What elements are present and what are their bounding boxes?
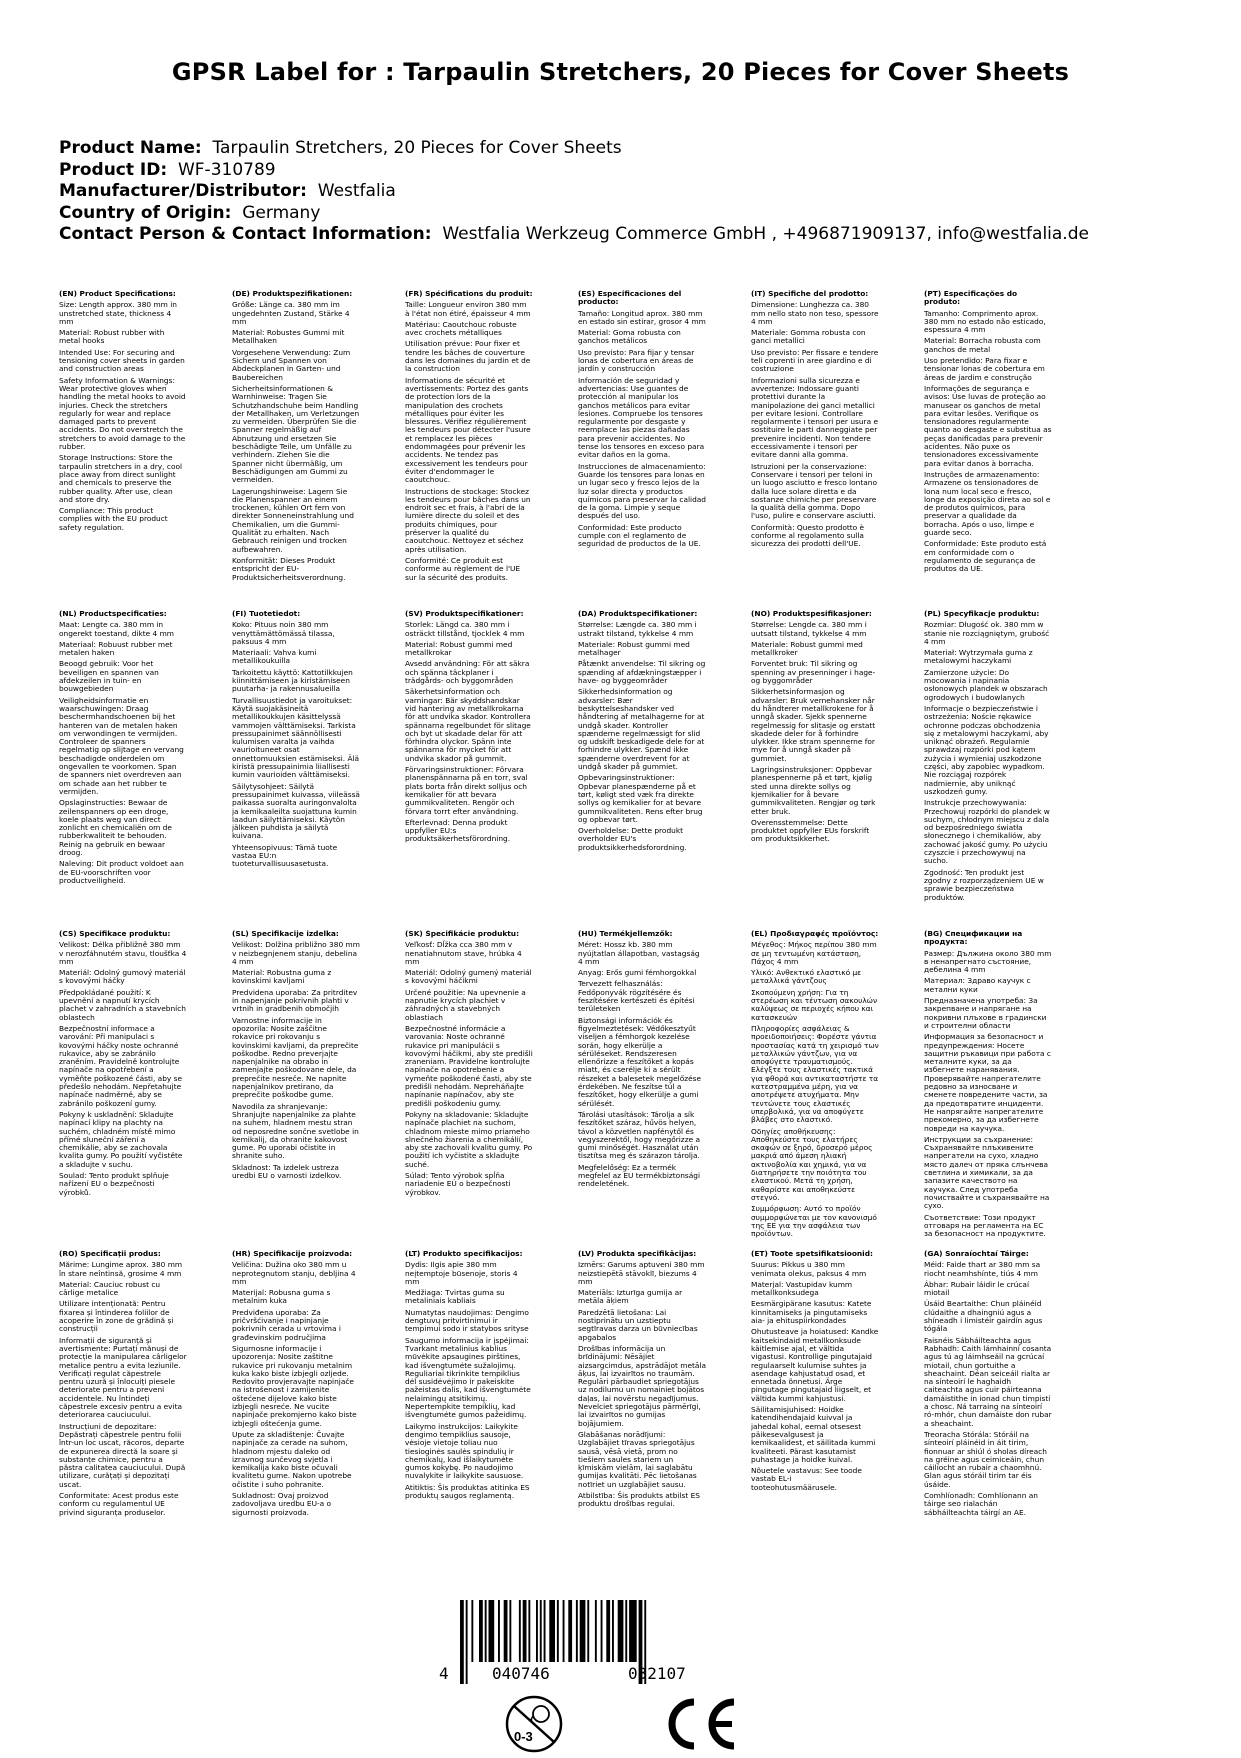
spec-paragraph: Förvaringsinstruktioner: Förvara planenspännarna på en torr, sval plats borta från direkt solljus och kemikalier för att bevara gummikvaliteten. Rengör och förvara torrt efter användning. [405, 765, 528, 816]
age-restriction-icon [498, 1694, 570, 1756]
spec-paragraph: Utilisation prévue: Pour fixer et tendre les bâches de couverture dans les domaines du jardin et de la construction [405, 339, 531, 374]
language-heading: (PT) Especificações do produto: [924, 290, 1018, 307]
spec-paragraph: Предназначена употреба: За закрепване и напрягане на покривни плъхове в градински и строителни области [924, 996, 1047, 1030]
spec-paragraph: Material: Cauciuc robust cu cârlige metalice [59, 1279, 161, 1298]
barcode-bar [479, 1600, 483, 1662]
language-block [232, 1250, 360, 1568]
language-heading: (SK) Špecifikácie produktu: [405, 930, 520, 938]
spec-paragraph: Konformität: Dieses Produkt entspricht der EU-Produktsicherheitsverordnung. [232, 555, 346, 582]
language-heading: (FR) Spécifications du produit: [405, 290, 533, 298]
manufacturer-row [59, 181, 1089, 203]
spec-paragraph: Conformidad: Este producto cumple con el reglamento de seguridad de productos de la UE. [578, 522, 701, 549]
spec-paragraph: Materiale: Robust gummi med metallkroker [751, 639, 863, 658]
language-heading: (BG) Спецификации на продукта: [924, 930, 1023, 947]
language-heading: (GA) Sonraíochtaí Táirge: [924, 1250, 1029, 1258]
spec-paragraph: Materiaali: Vahva kumi metallikoukuilla [232, 648, 317, 666]
spec-paragraph: Informações de segurança e avisos: Use luvas de proteção ao manusear os ganchos de metal para evitar lesões. Verifique os tensionadores regularmente quanto ao desgaste e substitua as peças danificadas para prevenir acidentes. Não puxe os tensionadores excessivamente para evitar danos à borracha. [924, 383, 1052, 468]
barcode-bar [549, 1600, 555, 1662]
spec-paragraph: Υλικό: Ανθεκτικό ελαστικό με μεταλλικά γάντζους [751, 968, 862, 986]
spec-paragraph: Lagringsinstruksjoner: Oppbevar planespennerne på et tørt, kjølig sted unna direkte sollys og kjemikalier for å bevare gummikvaliteten. Rengjør og tørk etter bruk. [751, 765, 876, 816]
language-heading: (DA) Produktspecifikationer: [578, 610, 698, 618]
spec-paragraph: Συμμόρφωση: Αυτό το προϊόν συμμορφώνεται με τον κανονισμό της ΕΕ για την ασφάλεια των προϊόντων. [751, 1204, 877, 1239]
language-heading: (ET) Toote spetsifikatsioonid: [751, 1250, 873, 1258]
spec-paragraph: Atbilstība: Šis produkts atbilst ES produktu drošības regulai. [578, 1491, 700, 1509]
language-block [59, 1250, 187, 1568]
barcode-bar [504, 1600, 508, 1662]
spec-paragraph: Compliance: This product complies with the EU product safety regulation. [59, 506, 168, 532]
language-block [59, 930, 187, 1248]
spec-paragraph: Material: Goma robusta con ganchos metálicos [578, 328, 681, 346]
spec-paragraph: Comhlíonadh: Comhlíonann an táirge seo rialachán sábháilteachta táirgí an AE. [924, 1491, 1038, 1517]
spec-paragraph: Opslaginstructies: Bewaar de zeilenspanners op een droge, koele plaats weg van direct zonlicht en chemicaliën om de rubberkwaliteit te behouden. Reinig na gebruik en bewaar droog. [59, 798, 172, 858]
spec-paragraph: Instrucțiuni de depozitare: Depăstrați căpestrele pentru folii într-un loc uscat, răcoros, departe de expunerea directă la soare și substanțe chimice, pentru a păstra calitatea cauciucului. După utilizare, curățați și depozitați uscat. [59, 1421, 186, 1489]
spec-paragraph: Koko: Pituus noin 380 mm venyttämättömässä tilassa, paksuus 4 mm [232, 620, 335, 646]
barcode-bar [606, 1600, 610, 1662]
product-name-label: Product Name: [59, 138, 202, 158]
language-heading: (HU) Termékjellemzők: [578, 930, 673, 938]
spec-paragraph: Størrelse: Lengde ca. 380 mm i uutsatt tilstand, tykkelse 4 mm [751, 620, 867, 638]
product-id-value: WF-310789 [177, 159, 276, 180]
spec-paragraph: Sigurnosne informacije i upozorenja: Nosite zaštitne rukavice pri rukovanju metalnim kuka kako biste izbjegli ozljede. Redovito provjeravajte napinjače na istrošenost i zamijenite oštećene dijelove kako biste izbjegli nesreće. Ne vucite napinjače prekomjerno kako biste izbjegli oštećenja gume. [232, 1343, 357, 1428]
spec-paragraph: Upute za skladištenje: Čuvajte napinjače za cerade na suhom, hladnom mjestu daleko od izravnog sunčevog svjetla i kemikalija kako biste očuvali kvalitetu gume. Nakon upotrebe očistite i suho pohranite. [232, 1429, 352, 1489]
spec-paragraph: Informations de sécurité et avertissements: Portez des gants de protection lors de la manipulation des crochets métalliques pour éviter les blessures. Vérifiez régulièrement les tendeurs pour détecter l'usure et remplacez les pièces endommagées pour prévenir les accidents. Ne tendez pas excessivement les tendeurs pour éviter d'endommager le caoutchouc. [405, 375, 531, 485]
spec-paragraph: Tamaño: Longitud aprox. 380 mm en estado sin estirar, grosor 4 mm [578, 308, 706, 326]
spec-paragraph: Avsedd användning: För att säkra och spänna täckplaner i trädgårds- och byggområden [405, 659, 530, 686]
spec-paragraph: Zgodność: Ten produkt jest zgodny z rozporządzeniem UE w sprawie bezpieczeństwa produktów. [924, 867, 1044, 902]
spec-paragraph: Sukladnost: Ovaj proizvod zadovoljava uredbu EU-a o sigurnosti proizvoda. [232, 1491, 332, 1517]
country-row [59, 203, 1089, 225]
spec-paragraph: Dimensione: Lunghezza ca. 380 mm nello stato non teso, spessore 4 mm [751, 300, 879, 326]
barcode-bar [523, 1600, 527, 1662]
spec-paragraph: Sikkerhetsinformasjon og advarsler: Bruk vernehansker når du håndterer metallkrokene for å unngå skader. Sjekk spennerne regelmessig for slitasje og erstatt skadede deler for å forhindre ulykker. Ikke stram spennerne for mye for å unngå skader på gummiet. [751, 687, 876, 763]
spec-paragraph: Μέγεθος: Μήκος περίπου 380 mm σε μη τεντωμένη κατάσταση, Πάχος 4 mm [751, 940, 877, 966]
language-block [405, 1250, 533, 1568]
spec-paragraph: Předpokládané použití: K upevnění a napnutí krycích plachet v zahradních a stavebních oblastech [59, 987, 186, 1022]
spec-paragraph: Treoracha Stórála: Stóráil na sínteoirí pláinéid in áit tirim, fionnuar ar shiúl ó sholas díreach na gréine agus ceimiceáin, chun cáilíocht an rubair a chaomhnú. Glan agus stóráil tirim tar éis úsáide. [924, 1429, 1047, 1489]
spec-paragraph: Materjal: Vastupidav kumm metallkonksudega [751, 1279, 853, 1298]
spec-paragraph: Tarkoitettu käyttö: Kattotilkkujen kiinnittämiseen ja kiristämiseen puutarha- ja rakennusalueilla [232, 667, 353, 694]
language-block [59, 290, 187, 608]
language-block [924, 610, 1052, 928]
language-heading: (EL) Προδιαγραφές προϊόντος: [751, 930, 879, 938]
spec-paragraph: Materiał: Wytrzymała guma z metalowymi haczykami [924, 648, 1033, 666]
spec-paragraph: Съответствие: Този продукт отговаря на регламента на ЕС за безопасност на продуктите. [924, 1212, 1046, 1239]
spec-paragraph: Ohutusteave ja hoiatused: Kandke kaitsekindaid metallkonksude käitlemise ajal, et vältida vigastusi. Kontrollige pingutajaid regulaarselt kulumise suhtes ja asendage kahjustatud osad, et ennetada õnnetusi. Ärge pingutage pingutajaid liigselt, et vältida kummi kahjustusi. [751, 1327, 879, 1403]
spec-paragraph: Material: Robustna guma z kovinskimi kavljami [232, 968, 332, 986]
spec-paragraph: Tervezett felhasználás: Fedőponyvák rögzítésére és feszítésére kertészeti és építési területeken [578, 979, 695, 1014]
spec-paragraph: Nõuetele vastavus: See toode vastab EL-i tooteohutusmäärusele. [751, 1466, 862, 1492]
spec-paragraph: Safety Information & Warnings: Wear protective gloves when handling the metal hooks to avoid injuries. Check the stretchers regularly for wear and replace damaged parts to prevent accidents. Do not overstretch the stretchers to avoid damage to the rubber. [59, 375, 186, 452]
language-block [578, 610, 706, 928]
language-block [232, 930, 360, 1248]
spec-paragraph: Instructions de stockage: Stockez les tendeurs pour bâches dans un endroit sec et frais, à l'abri de la lumière directe du soleil et des produits chimiques, pour préserver la qualité du caoutchouc. Nettoyez et séchez après utilisation. [405, 486, 531, 554]
spec-paragraph: Materiál: Odolný gumový materiál s kovovými háčky [59, 968, 186, 986]
spec-paragraph: Conformitate: Acest produs este conform cu regulamentul UE privind siguranța produselor. [59, 1491, 179, 1517]
spec-paragraph: Conformità: Questo prodotto è conforme al regolamento sulla sicurezza dei prodotti dell'UE. [751, 522, 865, 549]
spec-paragraph: Materiál: Odolný gumený materiál s kovovými háčikmi [405, 968, 532, 986]
language-heading: (LV) Produkta specifikācijas: [578, 1250, 697, 1258]
barcode-right-group: 032107 [628, 1664, 686, 1683]
spec-paragraph: Tárolási utasítások: Tárolja a sík feszítőket száraz, hűvös helyen, távol a közvetlen napfénytől és vegyszerektől, hogy megőrizze a gumi minőségét. Használat után tisztítsa meg és szárazon tárolja. [578, 1109, 700, 1161]
product-id-row [59, 160, 1089, 182]
spec-paragraph: Instrucciones de almacenamiento: Guarde los tensores para lonas en un lugar seco y fresco lejos de la luz solar directa y productos químicos para preservar la calidad de la goma. Limpie y seque después del uso. [578, 461, 706, 521]
spec-paragraph: Soulad: Tento produkt splňuje nařízení EU o bezpečnosti výrobků. [59, 1171, 169, 1197]
spec-paragraph: Méid: Faide thart ar 380 mm sa riocht neamhshínte, tiús 4 mm [924, 1260, 1041, 1278]
spec-paragraph: Σκοπούμενη χρήση: Για τη στερέωση και τέντωση σακουλών καλύψεως σε περιοχές κήπου και κατασκευών [751, 987, 878, 1022]
language-block [405, 610, 533, 928]
spec-paragraph: Rozmiar: Długość ok. 380 mm w stanie nie rozciągniętym, grubość 4 mm [924, 620, 1050, 646]
spec-paragraph: Bezpečnostné informácie a varovania: Noste ochranné rukavice pri manipulácii s kovovými háčikmi, aby ste predišli zraneniam. Pravidelne kontrolujte napínače na opotrebenie a vymeňte poškodené časti, aby ste predišli nehodám. Nepreháňajte napínanie napínačov, aby ste predišli poškodeniu gumy. [405, 1023, 533, 1108]
spec-paragraph: Turvallisuustiedot ja varoitukset: Käytä suojakäsineitä metallikoukkujen käsittelyssä vammojen välttämiseksi. Tarkista pressupainimet säännöllisesti kulumisen varalta ja vaihda vaurioituneet osat onnettomuuksien estämiseksi. Älä kiristä pressupainimia liiallisesti kumin vaurioiden välttämiseksi. [232, 695, 360, 780]
spec-paragraph: Naleving: Dit product voldoet aan de EU-voorschriften voor productveiligheid. [59, 859, 184, 885]
ce-mark-icon [660, 1694, 740, 1754]
spec-paragraph: Intended Use: For securing and tensioning cover sheets in garden and construction areas [59, 347, 185, 374]
barcode-bar [629, 1600, 637, 1662]
spec-paragraph: Súlad: Tento výrobok spĺňa nariadenie EÚ o bezpečnosti výrobkov. [405, 1171, 511, 1197]
spec-paragraph: Faisnéis Sábháilteachta agus Rabhadh: Caith lámhainní cosanta agus tú ag láimhseáil na gcrúcaí miotail, chun gortuithe a sheachaint. Déan seiceáil rialta ar na sínteoirí le haghaidh caiteachta agus cuir páirteanna damáistithe in ionad chun timpistí a chosc. Ná tarraing na sínteoirí ró-mhór, chun damáiste don rubar a sheachaint. [924, 1335, 1052, 1428]
contact-label: Contact Person & Contact Information: [59, 224, 432, 244]
age-warning-text: 0-3 [514, 1729, 533, 1744]
spec-paragraph: Glabāšanas norādījumi: Uzglabājiet tīravas spriegotājus sausā, vēsā vietā, prom no tiešiem saules stariem un ķīmiskām vielām, lai saglabātu gumijas kvalitāti. Pēc lietošanas notīriet un uzglabājiet sausu. [578, 1429, 697, 1489]
spec-paragraph: Materijal: Robusna guma s metalnim kuka [232, 1288, 331, 1306]
language-heading: (SL) Specifikacije izdelka: [232, 930, 339, 938]
spec-paragraph: Atitiktis: Šis produktas atitinka ES produktų saugos reglamentą. [405, 1482, 530, 1501]
language-heading: (CS) Specifikace produktu: [59, 930, 171, 938]
language-heading: (ES) Especificaciones del producto: [578, 290, 682, 307]
spec-paragraph: Mărime: Lungime aprox. 380 mm în stare neîntinsă, grosime 4 mm [59, 1260, 183, 1278]
spec-paragraph: Overensstemmelse: Dette produktet oppfyller EUs forskrift om produktsikkerhet. [751, 817, 870, 844]
barcode-bar [612, 1600, 614, 1662]
barcode-bar [576, 1600, 578, 1662]
language-heading: (RO) Specificații produs: [59, 1250, 161, 1258]
spec-paragraph: Saugumo informacija ir įspėjimai: Tvarkant metalinius kablius mūvėkite apsaugines pirštines, kad išvengtumėte sužalojimų. Reguliariai tikrinkite tempiklius dėl susidėvėjimo ir pakeiskite pažeistas dalis, kad išvengtumėte nelaimingų atsitikimų. Nepertempkite tempiklių, kad išvengtumėte gumos pažeidimų. [405, 1335, 531, 1420]
barcode-bar [466, 1600, 468, 1684]
spec-paragraph: Laikymo instrukcijos: Laikykite dengimo tempiklius sausoje, vėsioje vietoje toliau nuo tiesioginės saulės spindulių ir chemikalų, kad išlaikytumėte gumos kokybę. Po naudojimo nuvalykite ir laikykite sausuose. [405, 1421, 524, 1481]
product-id-label: Product ID: [59, 159, 168, 180]
manufacturer-label: Manufacturer/Distributor: [59, 181, 307, 201]
spec-paragraph: Paredzētā lietošana: Lai nostiprinātu un uzstieptu segtīravas darza un būvniecības apgabalos [578, 1307, 698, 1342]
spec-paragraph: Predviđena uporaba: Za pričvršćivanje i napinjanje pokrivnih cerada u vrtovima i građevinskim područjima [232, 1307, 341, 1342]
spec-paragraph: Varnostne informacije in opozorila: Nosite zaščitne rokavice pri rokovanju s kovinskimi kavljami, da preprečite poškodbe. Redno preverjajte napenjalnike na obrabo in zamenjajte poškodovane dele, da preprečite nesreče. Ne napnite napenjalnikov pretirano, da preprečite poškodbe gume. [232, 1015, 359, 1100]
spec-paragraph: Navodila za shranjevanje: Shranjujte napenjalnike za plahte na suhem, hladnem mestu stran od neposredne sončne svetlobe in kemikalij, da ohranite kakovost gume. Po uporabi očistite in shranite suho. [232, 1101, 359, 1161]
contact-value: Westfalia Werkzeug Commerce GmbH , +496871909137, info@westfalia.de [442, 224, 1089, 244]
spec-paragraph: Bezpečnostní informace a varování: Při manipulaci s kovovými háčky noste ochranné rukavice, aby se zabránilo zraněním. Pravidelně kontrolujte napínače na opotřebení a vyměňte poškozené části, aby se předešlo nehodám. Nepřetahujte napínače nadměrně, aby se zabránilo poškození gumy. [59, 1023, 183, 1108]
spec-paragraph: Størrelse: Længde ca. 380 mm i ustrakt tilstand, tykkelse 4 mm [578, 620, 697, 638]
language-block [578, 930, 706, 1248]
spec-paragraph: Instruções de armazenamento: Armazene os tensionadores de lona num local seco e fresco, longe da exposição direta ao sol e de produtos químicos, para preservar a qualidade da borracha. Após o uso, limpe e guarde seco. [924, 469, 1051, 538]
language-block [751, 930, 879, 1248]
spec-paragraph: Размер: Дължина около 380 mm в ненапрегнато състояние, дебелина 4 mm [924, 948, 1052, 975]
product-info [59, 138, 1089, 246]
barcode-bar [540, 1600, 542, 1662]
spec-paragraph: Medžiaga: Tvirtas guma su metaliniais kabliais [405, 1288, 505, 1306]
spec-paragraph: Informazioni sulla sicurezza e avvertenze: Indossare guanti protettivi durante la manipolazione dei ganci metallici per evitare lesioni. Controllare regolarmente i tensori per usura e sostituire le parti danneggiate per prevenire incidenti. Non tendere eccessivamente i tensori per evitare danni alla gomma. [751, 375, 879, 460]
spec-paragraph: Forventet bruk: Til sikring og spenning av presenninger i hage- og byggområder [751, 659, 876, 686]
spec-paragraph: Größe: Länge ca. 380 mm im ungedehnten Zustand, Stärke 4 mm [232, 300, 350, 326]
page-title: GPSR Label for : Tarpaulin Stretchers, 20 Pieces for Cover Sheets [171, 58, 1070, 86]
spec-paragraph: Material: Robust rubber with metal hooks [59, 328, 165, 346]
spec-paragraph: Velikost: Délka přibližně 380 mm v nerozťáhnutém stavu, tloušťka 4 mm [59, 940, 187, 966]
spec-paragraph: Tamanho: Comprimento aprox. 380 mm no estado não esticado, espessura 4 mm [924, 308, 1046, 335]
spec-paragraph: Storage Instructions: Store the tarpaulin stretchers in a dry, cool place away from direct sunlight and chemicals to preserve the rubber quality. After use, clean and store dry. [59, 453, 183, 504]
spec-paragraph: Informacje o bezpieczeństwie i ostrzeżenia: Noście rękawice ochronne podczas obchodzenia się z metalowymi haczykami, aby uniknąć obrażeń. Regularnie sprawdzaj rozpórki pod kątem zużycia i wymieniaj uszkodzone części, aby zapobiec wypadkom. Nie rozciągaj rozpórek nadmiernie, aby uniknąć uszkodzeń gumy. [924, 703, 1049, 796]
language-heading: (LT) Produkto specifikacijos: [405, 1250, 523, 1258]
barcode-bar [544, 1600, 546, 1662]
spec-paragraph: Informații de siguranță și avertismente: Purtați mănuși de protecție la manipularea cârligelor metalice pentru a evita leziunile. Verificați regulat căpestrele pentru uzură și înlocuiți piesele deteriorate pentru a preveni accidentele. Nu întindeți căpestrele excesiv pentru a evita deteriorarea cauciucului. [59, 1335, 187, 1420]
spec-paragraph: Material: Robust gummi med metallkrokar [405, 639, 513, 658]
spec-paragraph: Οδηγίες αποθήκευσης: Αποθηκεύστε τους ελατήρες σκαφών σε ξηρό, δροσερό μέρος μακριά από άμεση ηλιακή ακτινοβολία και χημικά, για να διατηρήσετε την ποιότητα του ελαστικού. Μετά τη χρήση, καθαρίστε και αποθηκεύστε στεγνό. [751, 1126, 873, 1202]
spec-paragraph: Veľkosť: Dĺžka cca 380 mm v nenatiahnutom stave, hrúbka 4 mm [405, 940, 522, 966]
barcode-bar [471, 1600, 473, 1662]
spec-paragraph: Materiale: Robust gummi med metalhager [578, 639, 690, 658]
spec-paragraph: Material: Borracha robusta com ganchos de metal [924, 336, 1041, 354]
spec-paragraph: Yhteensopivuus: Tämä tuote vastaa EU:n tuoteturvallisuusasetusta. [232, 842, 338, 869]
spec-paragraph: Anyag: Erős gumi fémhorgokkal [578, 968, 697, 978]
barcode-bar [460, 1600, 464, 1684]
spec-paragraph: Istruzioni per la conservazione: Conservare i tensori per teloni in un luogo asciutto e fresco lontano dalla luce solare diretta e da sostanze chimiche per preservare la qualità della gomma. Dopo l'uso, pulire e conservare asciutti. [751, 461, 877, 521]
language-block [405, 290, 533, 608]
language-heading: (NO) Produktspesifikasjoner: [751, 610, 872, 618]
language-heading: (NL) Productspecificaties: [59, 610, 167, 618]
spec-paragraph: Säkerhetsinformation och varningar: Bär skyddshandskar vid hantering av metallkrokarna för att undvika skador. Kontrollera spännarna regelbundet för slitage och byt ut skadade delar för att förhindra olyckor. Spänn inte spännarna för mycket för att undvika skador på gummit. [405, 687, 531, 763]
spec-paragraph: Pokyny na skladovanie: Skladujte napínače plachiet na suchom, chladnom mieste mimo priameho slnečného žiarenia a chemikálií, aby ste zachovali kvalitu gumy. Po použití ich vyčistite a skladujte suché. [405, 1109, 533, 1169]
spec-paragraph: Maat: Lengte ca. 380 mm in ongerekt toestand, dikte 4 mm [59, 620, 174, 638]
spec-paragraph: Materiale: Gomma robusta con ganci metallici [751, 328, 866, 346]
spec-paragraph: Veličina: Dužina oko 380 mm u neprotegnutom stanju, debljina 4 mm [232, 1260, 356, 1286]
language-heading: (HR) Specifikacije proizvoda: [232, 1250, 353, 1258]
spec-paragraph: Sikkerhedsinformation og advarsler: Bær beskyttelseshandsker ved håndtering af metalhagerne for at undgå skader. Kontroller spænderne regelmæssigt for slid og udskift beskadigede dele for at forhindre ulykker. Spænd ikke spænderne overdrevent for at undgå skader på gummiet. [578, 687, 705, 772]
language-block [751, 1250, 879, 1568]
spec-paragraph: Suurus: Pikkus u 380 mm venimata olekus, paksus 4 mm [751, 1260, 867, 1278]
spec-paragraph: Pokyny k uskladnění: Skladujte napínací klipy na plachty na suchém, chladném místě mimo přímé sluneční záření a chemikálie, aby se zachovala kvalita gumy. Po použití vyčistěte a skladujte v suchu. [59, 1109, 183, 1169]
language-block [578, 1250, 706, 1568]
spec-paragraph: Conformité: Ce produit est conforme au règlement de l'UE sur la sécurité des produits. [405, 555, 521, 582]
spec-paragraph: Méret: Hossz kb. 380 mm nyújtatlan állapotban, vastagság 4 mm [578, 940, 700, 966]
spec-paragraph: Uso pretendido: Para fixar e tensionar lonas de cobertura em áreas de jardim e construção [924, 356, 1045, 382]
product-name-row [59, 138, 1089, 160]
spec-paragraph: Vorgesehene Verwendung: Zum Sichern und Spannen von Abdeckplanen in Garten- und Baubereichen [232, 347, 351, 382]
barcode-bar [601, 1600, 603, 1662]
spec-paragraph: Úsáid Beartaithe: Chun pláinéid clúdaithe a dhaingniú agus a shíneadh i limistéir gairdín agus tógála [924, 1299, 1043, 1334]
spec-paragraph: Veiligheidsinformatie en waarschuwingen: Draag beschermhandschoenen bij het hanteren van de metalen haken om verwondingen te vermijden. Controleer de spanners regelmatig op slijtage en vervang beschadigde onderdelen om ongevallen te voorkomen. Span de spanners niet overdreven aan om schade aan het rubber te vermijden. [59, 695, 184, 796]
spec-paragraph: Beoogd gebruik: Voor het beveiligen en spannen van afdekzeilen in tuin- en bouwgebieden [59, 659, 159, 694]
language-heading: (DE) Produktspezifikationen: [232, 290, 353, 298]
barcode-bar [509, 1600, 511, 1662]
barcode-bar [595, 1600, 597, 1662]
barcode-bar [536, 1600, 538, 1662]
spec-paragraph: Opbevaringsinstruktioner: Opbevar planespænderne på et tørt, køligt sted væk fra direkte sollys og kemikalier for at bevare gummikvaliteten. Rens efter brug og opbevar tørt. [578, 773, 703, 824]
contact-row [59, 224, 1089, 246]
language-block [232, 610, 360, 928]
spec-paragraph: Sicherheitsinformationen & Warnhinweise: Tragen Sie Schutzhandschuhe beim Handling der Metallhaken, um Verletzungen zu vermeiden. Überprüfen Sie die Spanner regelmäßig auf Abnutzung und ersetzen Sie beschädigte Teile, um Unfälle zu verhindern. Ziehen Sie die Spanner nicht übermäßig, um Beschädigungen am Gummi zu vermeiden. [232, 383, 360, 485]
language-heading: (SV) Produktspecifikationer: [405, 610, 524, 618]
spec-paragraph: Dydis: Ilgis apie 380 mm neįtemptoje būsenoje, storis 4 mm [405, 1260, 518, 1286]
barcode-bar [519, 1600, 521, 1662]
spec-paragraph: Ábhar: Rubair láidir le crúcaí miotail [924, 1279, 1030, 1298]
ean-barcode [440, 1600, 730, 1686]
spec-paragraph: Velikost: Dolžina približno 380 mm v neizbegnjenem stanju, debelina 4 mm [232, 940, 360, 966]
barcode-bar [528, 1600, 530, 1662]
spec-paragraph: Instrukcje przechowywania: Przechowuj rozpórki do plandek w suchym, chłodnym miejscu z dala od bezpośredniego światła słonecznego i chemikaliów, aby zachować jakość gumy. Po użyciu czyszcie i przechowywuj na sucho. [924, 798, 1050, 866]
language-block [751, 610, 879, 928]
country-value: Germany [242, 202, 321, 223]
manufacturer-value: Westfalia [317, 181, 396, 201]
language-block [59, 610, 187, 928]
spec-paragraph: Predvidena uporaba: Za pritrditev in napenjanje pokrivnih plahti v vrtnih in gradbenih območjih [232, 987, 358, 1014]
language-block [232, 290, 360, 608]
spec-paragraph: Материал: Здраво каучук с метални куки [924, 976, 1031, 994]
spec-paragraph: Size: Length approx. 380 mm in unstretched state, thickness 4 mm [59, 300, 177, 326]
language-block [924, 290, 1052, 608]
spec-paragraph: Информация за безопасност и предупреждения: Носете защитни ръкавици при работа с металните куки, за да избегнете наранявания. Проверявайте напрегателите редовно за износване и сменете повредените части, за да предотвратите инциденти. Не напрягайте напрегателите прекомерно, за да избегнете повреди на каучука. [924, 1032, 1051, 1133]
spec-paragraph: Πληροφορίες ασφάλειας & προειδοποιήσεις: Φορέστε γάντια προστασίας κατά τη χειρισμό των μεταλλικών γάντζων, για να αποφύγετε τραυματισμούς. Ελέγξτε τους ελαστικές τακτικά για φθορά και αντικαταστήστε τα κατεστραμμένα μέρη, για να αποτρέψετε ατυχήματα. Μην τεντώνετε τους ελαστικές υπερβολικά, για να αποφύγετε βλάβες στο ελαστικό. [751, 1023, 879, 1125]
spec-paragraph: Materiaal: Robuust rubber met metalen haken [59, 639, 173, 658]
country-label: Country of Origin: [59, 202, 232, 223]
barcode-bar [563, 1600, 565, 1662]
language-block [751, 290, 879, 608]
spec-paragraph: Utilizare intenționată: Pentru fixarea și întinderea foliilor de acoperire în zone de grădină și construcții [59, 1299, 174, 1334]
spec-paragraph: Eesmärgipärane kasutus: Katete kinnitamiseks ja pingutamiseks aia- ja ehituspiirkondades [751, 1299, 872, 1326]
product-name-value: Tarpaulin Stretchers, 20 Pieces for Cover Sheets [212, 138, 622, 158]
barcode-bar [568, 1600, 572, 1662]
spec-paragraph: Uso previsto: Per fissare e tendere teli coprenti in aree giardino e di costruzione [751, 347, 879, 374]
barcode-bar [557, 1600, 559, 1662]
spec-paragraph: Información de seguridad y advertencias: Use guantes de protección al manipular los ganchos metálicos para evitar lesiones. Compruebe los tensores regularmente por desgaste y reemplace las piezas dañadas para prevenir accidentes. No tense los tensores en exceso para evitar daños en la goma. [578, 375, 705, 460]
spec-paragraph: Materiāls: Izturīga gumija ar metāla āķiem [578, 1288, 683, 1306]
barcode-left-group: 040746 [492, 1664, 550, 1683]
language-heading: (PL) Specyfikacje produktu: [924, 610, 1040, 618]
spec-paragraph: Numatytas naudojimas: Dengimo dengtuvų pritvirtinimui ir tempimui sodo ir statybos srityse [405, 1307, 529, 1334]
spec-paragraph: Megfelelőség: Ez a termék megfelel az EU termékbiztonsági rendeletének. [578, 1162, 701, 1189]
spec-paragraph: Taille: Longueur environ 380 mm à l'état non étiré, épaisseur 4 mm [405, 300, 531, 318]
spec-paragraph: Säilitamisjuhised: Hoidke katendihendajaid kuivval ja jahedal kohal, eemal otsesest päikesevalgusest ja kemikaalidest, et säilitada kummi kvaliteeti. Pärast kasutamist puhastage ja hoidke kuival. [751, 1405, 876, 1464]
barcode-bar [498, 1600, 500, 1662]
spec-paragraph: Påtænkt anvendelse: Til sikring og spænding af afdækningstæpper i have- og byggeområder [578, 659, 706, 686]
language-heading: (FI) Tuotetiedot: [232, 610, 301, 618]
barcode-bar [485, 1600, 487, 1662]
spec-paragraph: Инструкции за съхранение: Съхранявайте плъхивените напрегатели на сухо, хладно място далеч от пряка слънчева светлина и химикали, за да запазите качеството на каучука. След употреба почиствайте и съхранявайте на сухо. [924, 1134, 1050, 1211]
spec-paragraph: Säilytysohjeet: Säilytä pressupainimet kuivassa, viileässä paikassa suoralta auringonvalolta ja kemikaaleilta suojattuna kumin laadun säilyttämiseksi. Käytön jälkeen puhdista ja säilytä kuivana. [232, 781, 360, 841]
barcode-bar [489, 1600, 495, 1662]
spec-paragraph: Conformidade: Este produto está em conformidade com o regulamento de segurança de produtos da UE. [924, 539, 1047, 574]
barcode-bar [587, 1600, 589, 1662]
spec-paragraph: Matériau: Caoutchouc robuste avec crochets métalliques [405, 319, 517, 338]
spec-paragraph: Uso previsto: Para fijar y tensar lonas de cobertura en áreas de jardín y construcción [578, 347, 695, 374]
language-block [924, 1250, 1052, 1568]
spec-paragraph: Biztonsági információk és figyelmeztetések: Védőkesztyűt viseljen a fémhorgok kezelése során, hogy elkerülje a sérüléseket. Rendszeresen ellenőrizze a feszítőket a kopás miatt, és cserélje ki a sérült részeket a balesetek megelőzése érdekében. Ne feszítse túl a feszítőket, hogy elkerülje a gumi sérülését. [578, 1015, 702, 1108]
spec-paragraph: Určené použitie: Na upevnenie a napnutie krycích plachiet v záhradných a stavebných oblastiach [405, 987, 526, 1022]
spec-paragraph: Overholdelse: Dette produkt overholder EU's produktsikkerhedsforordning. [578, 826, 687, 852]
barcode-bar [580, 1600, 586, 1662]
spec-paragraph: Skladnost: Ta izdelek ustreza uredbi EU o varnosti izdelkov. [232, 1162, 342, 1181]
language-block [405, 930, 533, 1248]
language-heading: (IT) Specifiche del prodotto: [751, 290, 869, 298]
spec-paragraph: Drošības informācija un brīdinājumi: Nēsājiet aizsargcimdus, apstrādājot metāla āķus, lai izvairītos no traumām. Regulāri pārbaudiet spriegotājus uz nodilumu un nomainiet bojātos daļas, lai novērstu negadījumus. Nevelciet spriegotājus pārmērīgi, lai izvairītos no gumijas bojājumiem. [578, 1343, 706, 1428]
language-block [924, 930, 1052, 1248]
spec-paragraph: Storlek: Längd ca. 380 mm i osträckt tillstånd, tjocklek 4 mm [405, 620, 525, 638]
spec-paragraph: Zamierzone użycie: Do mocowania i napinania osłonowych plandek w obszarach ogrodowych i budowlanych [924, 667, 1048, 702]
barcode-bar [625, 1600, 627, 1662]
spec-paragraph: Efterlevnad: Denna produkt uppfyller EU:s produktsäkerhetsförordning. [405, 817, 511, 844]
spec-paragraph: Material: Robustes Gummi mit Metallhaken [232, 328, 345, 346]
spec-paragraph: Lagerungshinweise: Lagern Sie die Planenspanner an einem trockenen, kühlen Ort fern von direkter Sonneneinstrahlung und Chemikalien, um die Gummi-Qualität zu erhalten. Nach Gebrauch reinigen und trocken aufbewahren. [232, 486, 354, 554]
language-block [578, 290, 706, 608]
barcode-bar [618, 1600, 624, 1662]
barcode-first-digit: 4 [439, 1664, 449, 1683]
spec-paragraph: Izmērs: Garums aptuveni 380 mm neizstiepētā stāvoklī, biezums 4 mm [578, 1260, 705, 1286]
language-heading: (EN) Product Specifications: [59, 290, 176, 298]
